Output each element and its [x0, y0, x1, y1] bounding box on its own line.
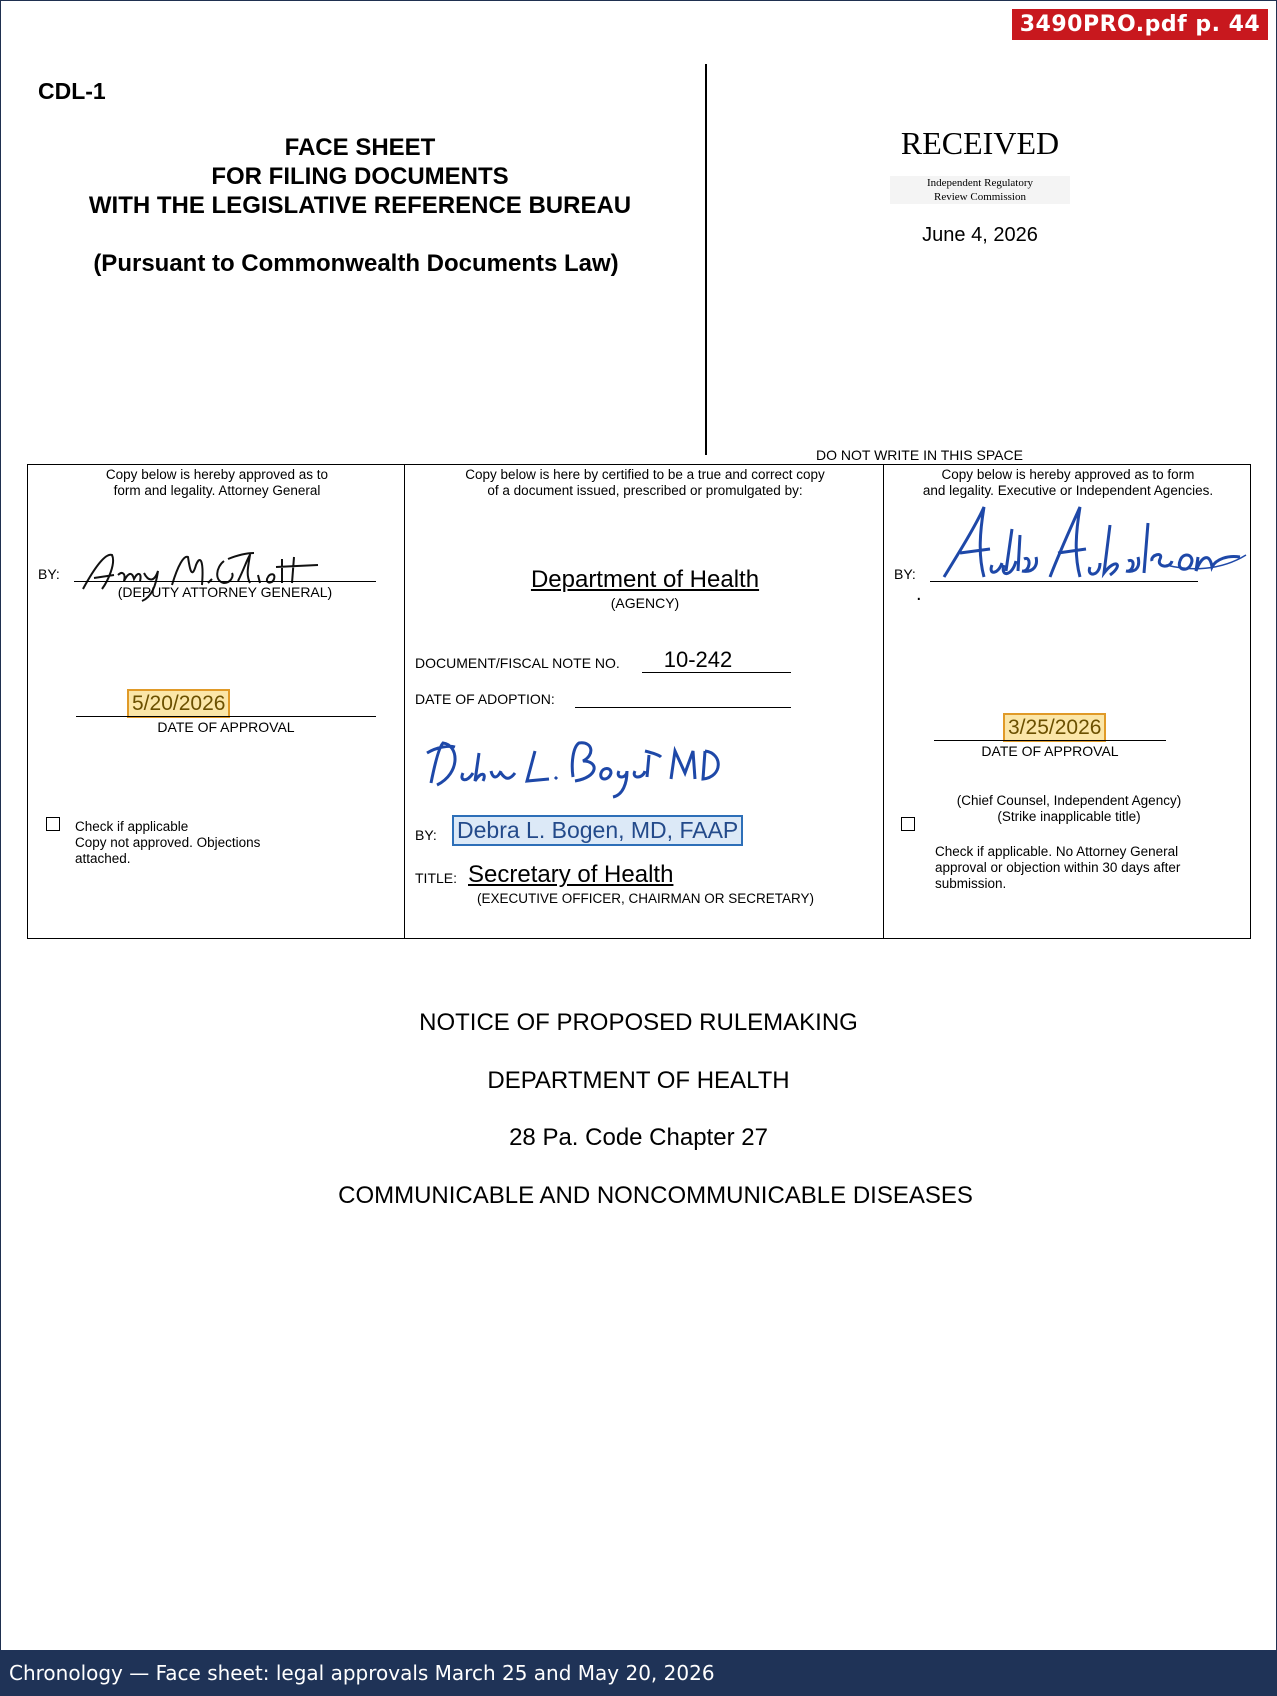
header-line-3: WITH THE LEGISLATIVE REFERENCE BUREAU [88, 192, 632, 219]
ia-no-ag-approval-checkbox[interactable] [901, 817, 915, 831]
title-caption: (EXECUTIVE OFFICER, CHAIRMAN OR SECRETARY) [477, 891, 815, 906]
fiscal-note-number: 10-242 [663, 647, 733, 672]
ag-intro [28, 467, 406, 499]
agency-intro [405, 467, 885, 499]
agency-name: Department of Health [530, 566, 760, 593]
ia-check-line-2: approval or objection within 30 days after [935, 860, 1181, 875]
ia-signature [940, 495, 1250, 585]
fiscal-note-line [642, 672, 791, 673]
ag-check-line-3: attached. [75, 851, 131, 866]
adoption-date-label: DATE OF ADOPTION: [415, 691, 555, 707]
ia-intro-line-1: Copy below is hereby approved as to form [941, 467, 1195, 482]
independent-agency-box [883, 464, 1251, 939]
ag-signature-line [74, 581, 376, 582]
ia-check-line-3: submission. [935, 876, 1007, 891]
ia-check-text [935, 844, 1180, 892]
header-divider [705, 64, 707, 455]
ia-signature-line [930, 581, 1198, 582]
ag-approval-date[interactable]: 5/20/2026 [127, 689, 230, 718]
received-stamp-org-line-2: Review Commission [934, 191, 1026, 203]
ag-check-line-1: Check if applicable [75, 819, 189, 834]
ia-counsel-line-1: (Chief Counsel, Independent Agency) [956, 793, 1182, 808]
header-line-4: (Pursuant to Commonwealth Documents Law) [93, 250, 619, 277]
received-stamp-org-line-1: Independent Regulatory [927, 177, 1033, 189]
ia-by-label: BY: [894, 566, 916, 582]
ag-check-line-2: Copy not approved. Objections [75, 835, 261, 850]
ia-date-line [934, 740, 1166, 741]
do-not-write-label: DO NOT WRITE IN THIS SPACE [816, 447, 1023, 463]
received-stamp-title: RECEIVED [900, 125, 1060, 161]
ia-check-line-1: Check if applicable. No Attorney General [935, 844, 1179, 859]
title-label: TITLE: [415, 870, 458, 886]
footer-text: Chronology — Face sheet: legal approvals March 25 and May 20, 2026 [9, 1661, 715, 1685]
received-stamp-org [890, 176, 1070, 204]
secretary-signature [423, 733, 723, 803]
received-date: June 4, 2026 [922, 224, 1038, 246]
ia-date-caption: DATE OF APPROVAL [981, 743, 1119, 759]
chronology-footer [0, 1650, 1277, 1696]
ag-intro-line-1: Copy below is hereby approved as to [105, 467, 329, 482]
form-id: CDL-1 [38, 78, 106, 104]
secretary-name[interactable]: Debra L. Bogen, MD, FAAP [452, 815, 743, 846]
agency-caption: (AGENCY) [610, 595, 680, 611]
ag-objections-checkbox[interactable] [46, 817, 60, 831]
attorney-general-box [27, 464, 405, 939]
notice-subject: COMMUNICABLE AND NONCOMMUNICABLE DISEASES [338, 1182, 973, 1209]
ia-approval-date[interactable]: 3/25/2026 [1003, 713, 1106, 742]
ia-intro-line-2: and legality. Executive or Independent Agencies. [922, 483, 1214, 498]
ia-counsel-line-2: (Strike inapplicable title) [997, 809, 1141, 824]
fiscal-note-label: DOCUMENT/FISCAL NOTE NO. [415, 655, 620, 671]
ia-counsel-text [924, 793, 1214, 825]
notice-title: NOTICE OF PROPOSED RULEMAKING [419, 1009, 858, 1036]
ia-dot: . [916, 583, 922, 605]
ag-intro-line-2: form and legality. Attorney General [113, 483, 321, 498]
agency-certification-box [404, 464, 884, 939]
header-line-2: FOR FILING DOCUMENTS [211, 163, 509, 190]
title-value: Secretary of Health [468, 861, 674, 888]
secretary-by-label: BY: [415, 827, 437, 843]
file-page-tag: 3490PRO.pdf p. 44 [1012, 9, 1268, 40]
ag-by-label: BY: [38, 566, 60, 582]
ag-signer-caption: (DEPUTY ATTORNEY GENERAL) [117, 584, 333, 600]
header-line-1: FACE SHEET [284, 134, 436, 161]
ag-date-caption: DATE OF APPROVAL [157, 719, 295, 735]
notice-department: DEPARTMENT OF HEALTH [487, 1067, 790, 1094]
agency-intro-line-2: of a document issued, prescribed or promulgated by: [487, 483, 803, 498]
agency-intro-line-1: Copy below is here by certified to be a true and correct copy [465, 467, 825, 482]
ag-check-text [75, 819, 260, 867]
notice-code-chapter: 28 Pa. Code Chapter 27 [509, 1124, 768, 1151]
ag-date-line [76, 716, 376, 717]
adoption-date-line [575, 707, 791, 708]
